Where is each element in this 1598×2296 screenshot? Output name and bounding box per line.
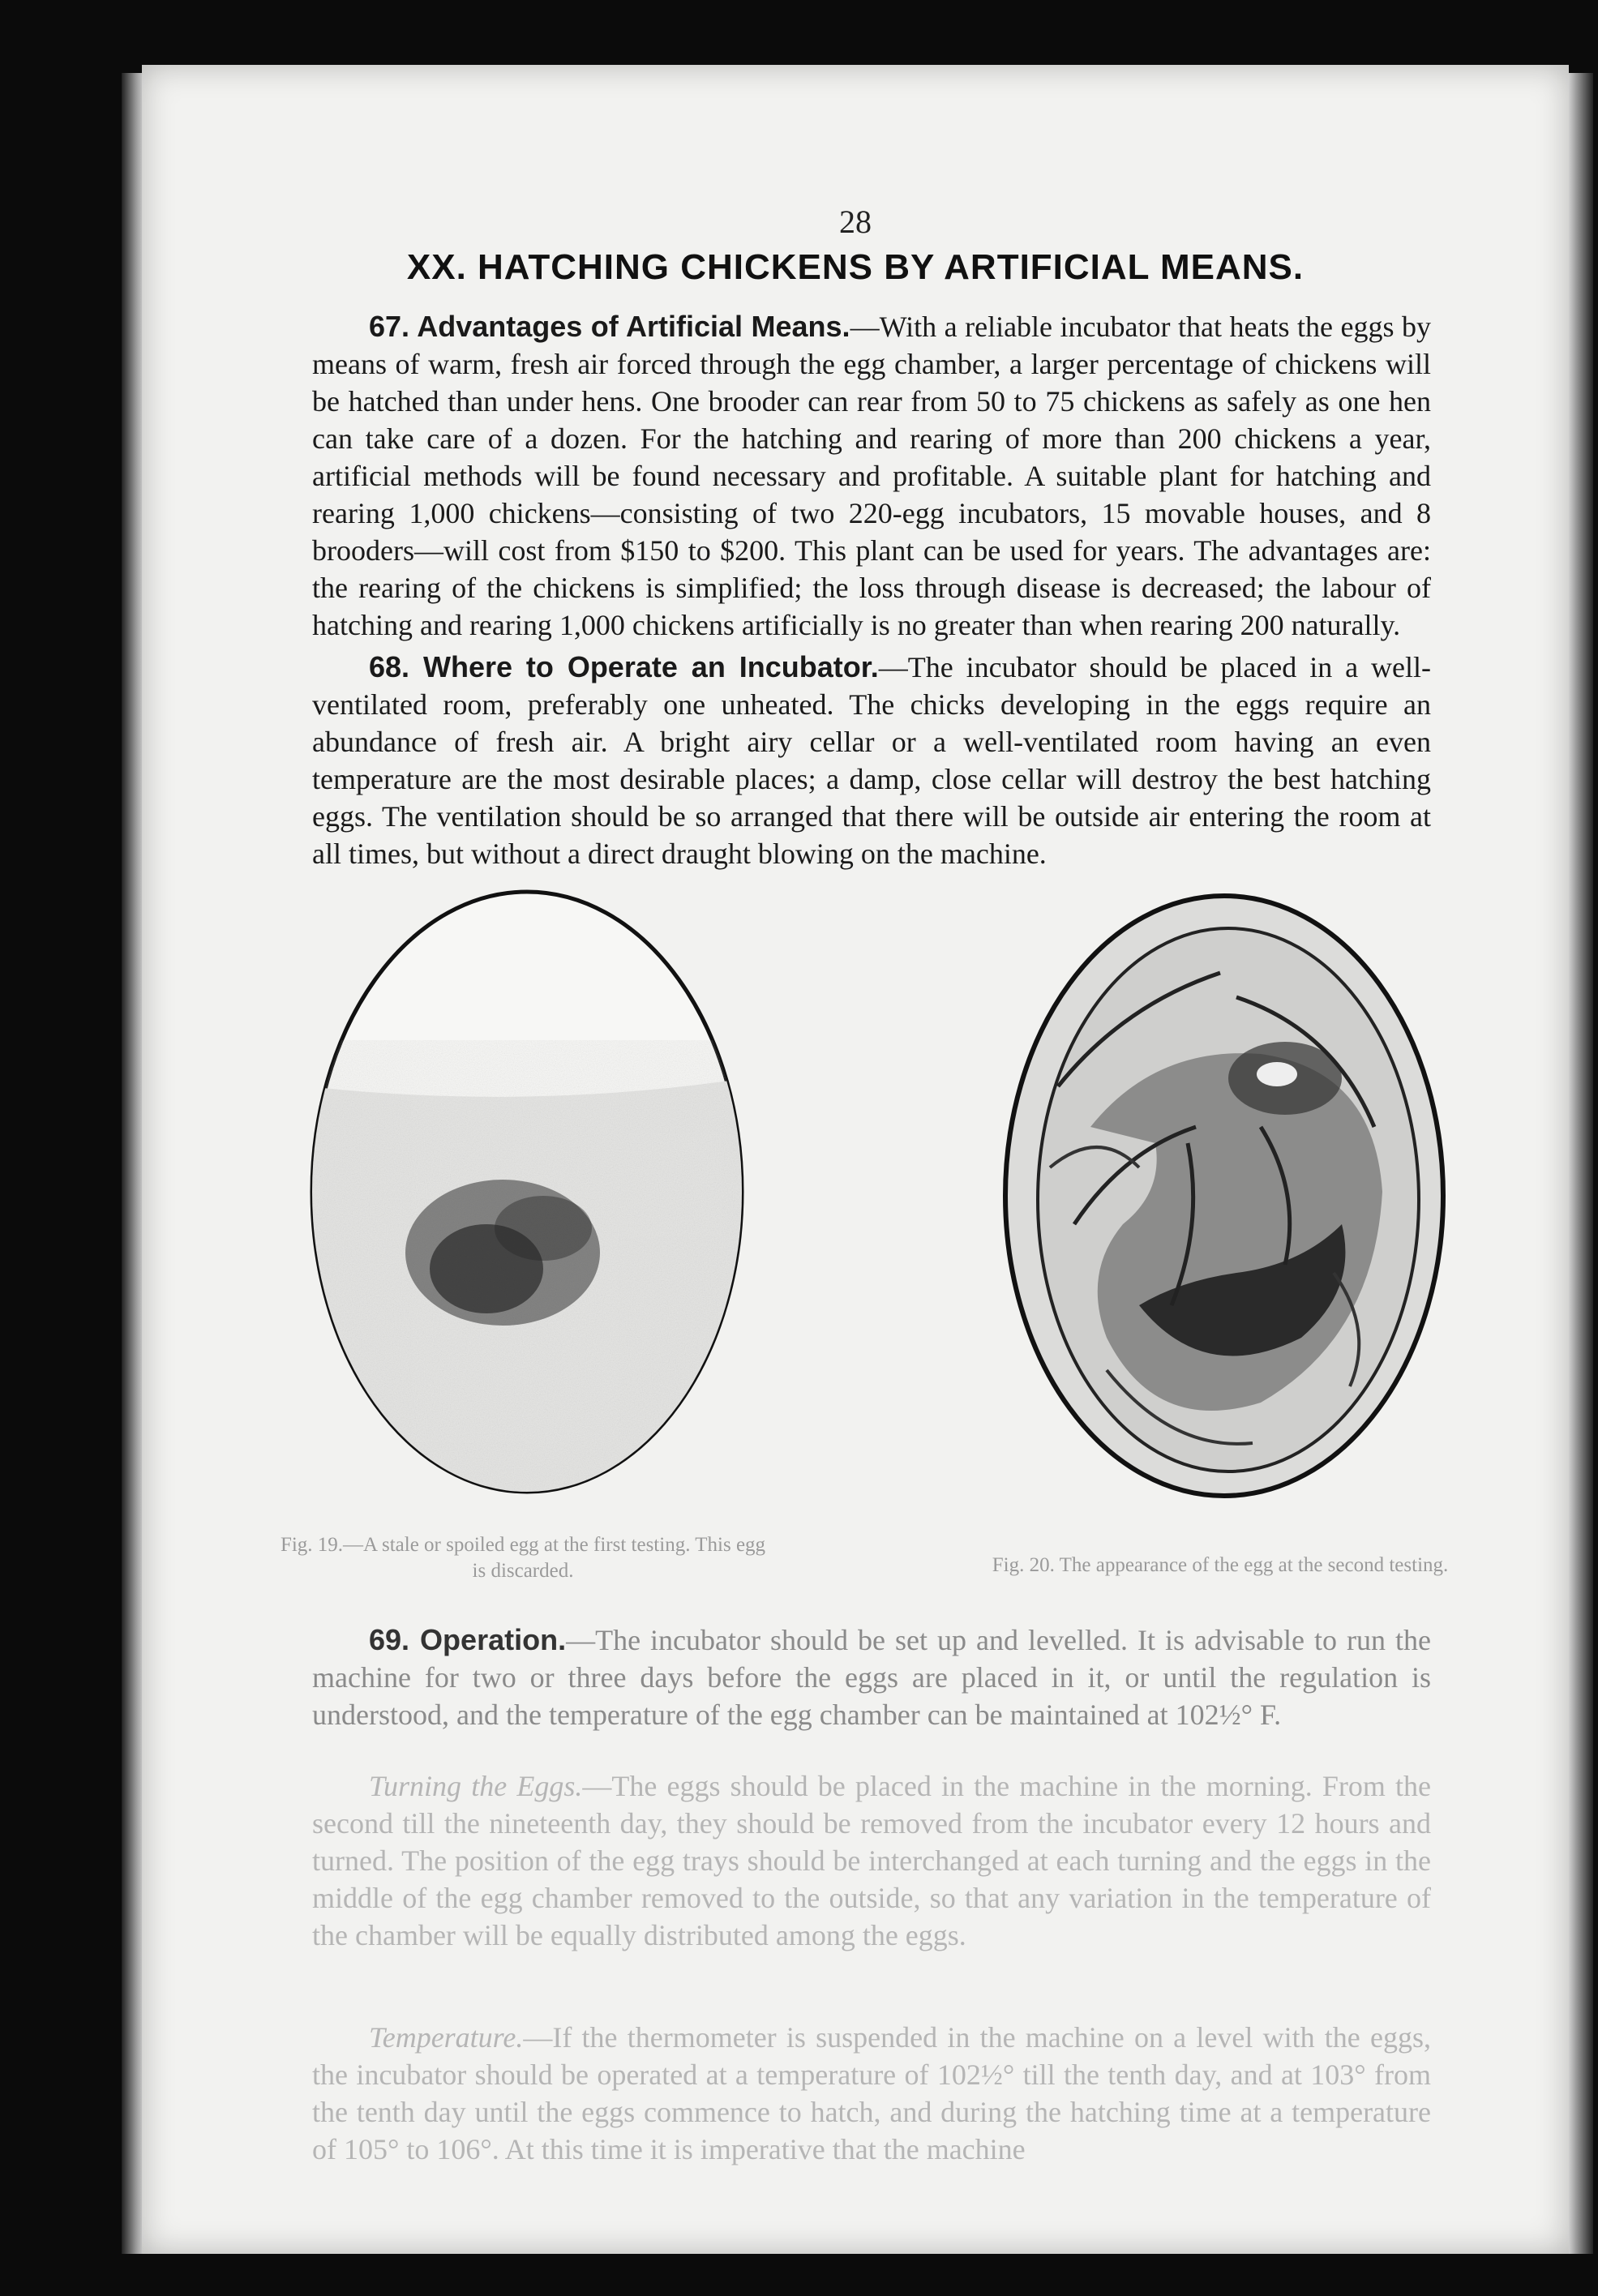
turning-eggs-text: —The eggs should be placed in the machine in the morning. From the second till the nineteenth day, they should be removed from the incubator every 12 hours and turned. The position of the egg trays should be interchanged at each turning and the eggs in the middle of the egg chamber removed to the outside, so that any variation in the temperature of the chamber will be equally distributed among the eggs. xyxy=(312,1770,1431,1951)
paragraph-68-heading: 68. Where to Operate an Incubator. xyxy=(369,650,879,683)
paragraph-67 xyxy=(312,308,1431,644)
figure-19-stale-egg xyxy=(300,880,754,1504)
figure-20-developing-egg xyxy=(993,884,1455,1508)
paragraph-69 xyxy=(312,1621,1431,1733)
figure-20-caption: Fig. 20. The appearance of the egg at the second testing. xyxy=(992,1554,1449,1576)
paragraph-temperature xyxy=(312,2019,1431,2168)
paragraph-68 xyxy=(312,649,1431,872)
paragraph-67-heading: 67. Advantages of Artificial Means. xyxy=(369,310,850,343)
paragraph-turning-eggs xyxy=(312,1767,1431,1954)
paragraph-69-text: —The incubator should be set up and levelled. It is advisable to run the machine for two or three days before the eggs are placed in it, or until the regulation is understood, and the temperature of the egg chamber can be maintained at 102½° F. xyxy=(312,1624,1431,1731)
paragraph-68-text: —The incubator should be placed in a well-ventilated room, preferably one unheated. The chicks developing in the eggs require an abundance of fresh air. A bright airy cellar or a well-ventilated room having an even temperature are the most desirable places; a damp, close cellar will destroy the best hatching eggs. The ventilation should be so arranged that there will be outside air entering the room at all times, but without a direct draught blowing on the machine. xyxy=(312,651,1431,870)
book-right-edge xyxy=(1569,73,1593,2254)
paragraph-67-text: —With a reliable incubator that heats the eggs by means of warm, fresh air forced through the egg chamber, a larger percentage of chickens will be hatched than under hens. One brooder can rear from 50 to 75 chickens as safely as one hen can take care of a dozen. For the hatching and rearing of more than 200 chickens a year, artificial methods will be found necessary and profitable. A suitable plant for hatching and rearing 1,000 chickens—consisting of two 220-egg incubators, 15 movable houses, and 8 brooders—will cost from $150 to $200. This plant can be used for years. The advantages are: the rearing of the chickens is simplified; the loss through disease is decreased; the labour of hatching and rearing 1,000 chickens artificially is no greater than when rearing 200 naturally. xyxy=(312,311,1431,641)
page-number: 28 xyxy=(839,203,872,240)
turning-eggs-heading: Turning the Eggs. xyxy=(369,1770,583,1802)
figure-19-caption: Fig. 19.—A stale or spoiled egg at the first testing. This egg is discarded. xyxy=(280,1534,766,1582)
book-page xyxy=(142,65,1569,2254)
temperature-text: —If the thermometer is suspended in the machine on a level with the eggs, the incubator should be operated at a temperature of 102½° till the tenth day, and at 103° from the tenth day until the eggs commence to hatch, and during the hatching time at a temperature of 105° to 106°. At this time it is imperative that the machine xyxy=(312,2021,1431,2165)
temperature-heading: Temperature. xyxy=(369,2021,524,2054)
paragraph-69-heading: 69. Operation. xyxy=(369,1623,567,1656)
section-title: XX. HATCHING CHICKENS BY ARTIFICIAL MEANS. xyxy=(406,247,1305,287)
